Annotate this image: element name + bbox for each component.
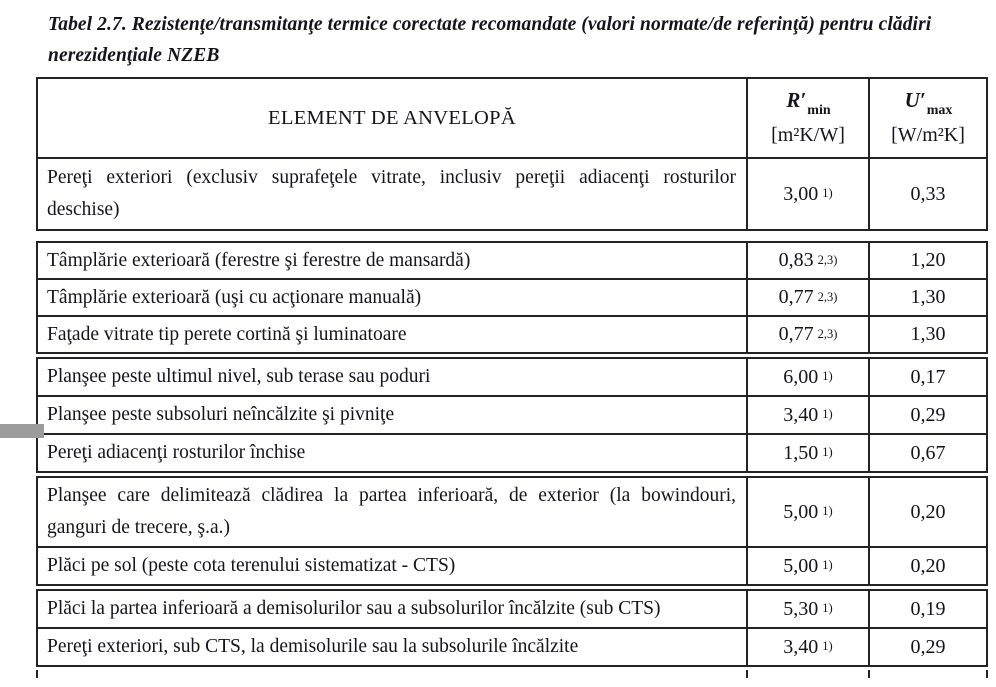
umax-value: 1,30 [910,286,946,308]
rmin-value: 5,30 [783,597,819,620]
element-cell: Pereţi adiacenţi rosturilor închise [47,442,306,463]
umax-value: 0,20 [910,554,946,577]
header-rmin-cell [746,79,868,157]
umax-value: 0,29 [910,635,946,658]
rmin-value: 1,50 [783,441,819,464]
rmin-value: 3,40 [783,635,819,658]
umax-value: 0,29 [910,403,946,426]
element-cell: Planşee peste ultimul nivel, sub terase sau poduri [47,366,431,387]
table-section [36,241,988,354]
rmin-value-cell: 0,83 $^{2,3)}$ [746,243,868,278]
umax-value-cell [868,397,986,433]
umax-value: 0,33 [910,182,946,205]
rmin-value-cell: 5,00 $^{1)}$ [746,548,868,584]
umax-value-cell [868,591,986,627]
table-row [38,243,986,278]
header-umax-cell [868,79,986,157]
cutoff-table-fragment [36,670,988,678]
element-cell: Planşee peste subsoluri neîncălzite şi pivniţe [47,404,395,425]
umax-value-cell [868,359,986,395]
rmin-value: 5,00 [783,500,819,523]
umax-value: 0,20 [910,500,946,523]
table-row [38,359,986,395]
rmin-value-cell: 5,30 $^{1)}$ [746,591,868,627]
element-cell: Planşee care delimitează clădirea la partea inferioară, de exterior (la bowindouri, ganguri de trecere, ş.a.) [47,485,736,538]
umax-subscript: max [926,103,953,119]
umax-value-cell [868,629,986,665]
table-section [36,357,988,473]
table-section [36,476,988,586]
umax-unit: [W/m²K] [891,124,965,147]
umax-value-cell [868,159,986,229]
table-row [38,433,986,471]
rmin-value-cell: 6,00 $^{1)}$ [746,359,868,395]
table-row [38,478,986,546]
element-cell: Tâmplărie exterioară (uşi cu acţionare manuală) [47,287,422,308]
table-section [36,589,988,667]
rmin-value-cell: 5,00 $^{1)}$ [746,478,868,546]
umax-value-cell [868,317,986,352]
page-edge-marker [0,424,44,438]
rmin-value: 3,40 [783,403,819,426]
rmin-unit: [m²K/W] [771,124,845,147]
umax-symbol: $U'_{max}$ [904,87,953,119]
rmin-value-cell: 0,77 $^{2,3)}$ [746,317,868,352]
rmin-value-cell: 3,00 $^{1)}$ [746,159,868,229]
umax-value: 0,67 [910,441,946,464]
umax-value-cell [868,435,986,471]
cutoff-element-cell [38,670,746,678]
table-caption: Tabel 2.7. Rezistenţe/transmitanţe termice corectate recomandate (valori normate/de referinţă) pentru clădiri nerezidenţiale NZEB [48,14,932,66]
umax-value-cell [868,243,986,278]
element-cell: Pereţi exteriori, sub CTS, la demisolurile sau la subsolurile încălzite [47,636,579,657]
table-header-row [38,79,986,157]
element-cell: Tâmplărie exterioară (ferestre şi ferestre de mansardă) [47,250,471,271]
umax-value: 0,17 [910,365,946,388]
rmin-value-cell: 1,50 $^{1)}$ [746,435,868,471]
table-row [38,546,986,584]
element-cell: Pereţi exteriori (exclusiv suprafeţele vitrate, inclusiv pereţii adiacenţi rosturilor deschise) [47,167,736,220]
cutoff-umax-cell [868,670,986,678]
umax-value-cell [868,478,986,546]
rmin-value: 5,00 [783,554,819,577]
rmin-value-cell: 3,40 $^{1)}$ [746,629,868,665]
table-row [38,395,986,433]
rmin-value: 0,83 [778,249,814,271]
rmin-value: 6,00 [783,365,819,388]
rmin-value-cell: 3,40 $^{1)}$ [746,397,868,433]
rmin-value-cell: 0,77 $^{2,3)}$ [746,280,868,315]
element-cell: Plăci pe sol (peste cota terenului sistematizat - CTS) [47,555,456,576]
umax-value: 0,19 [910,597,946,620]
rmin-value: 0,77 [778,323,814,345]
rmin-value: 3,00 [783,182,819,205]
table-row [38,627,986,665]
table-row [38,591,986,627]
umax-value-cell [868,280,986,315]
umax-value: 1,20 [910,249,946,271]
thermal-resistance-table [36,77,988,678]
element-cell: Faţade vitrate tip perete cortină şi luminatoare [47,324,407,345]
cutoff-rmin-cell [746,670,868,678]
table-row [38,315,986,352]
table-section [36,77,988,231]
header-element-label: ELEMENT DE ANVELOPĂ [268,107,516,129]
table-row [38,278,986,315]
umax-value-cell [868,548,986,584]
rmin-symbol: $R'_{min}$ [786,87,831,119]
element-cell: Plăci la partea inferioară a demisolurilor sau a subsolurilor încălzite (sub CTS) [47,598,661,619]
header-element-cell [38,79,746,157]
rmin-value: 0,77 [778,286,814,308]
table-row [38,157,986,229]
umax-value: 1,30 [910,323,946,345]
rmin-subscript: min [807,103,831,119]
